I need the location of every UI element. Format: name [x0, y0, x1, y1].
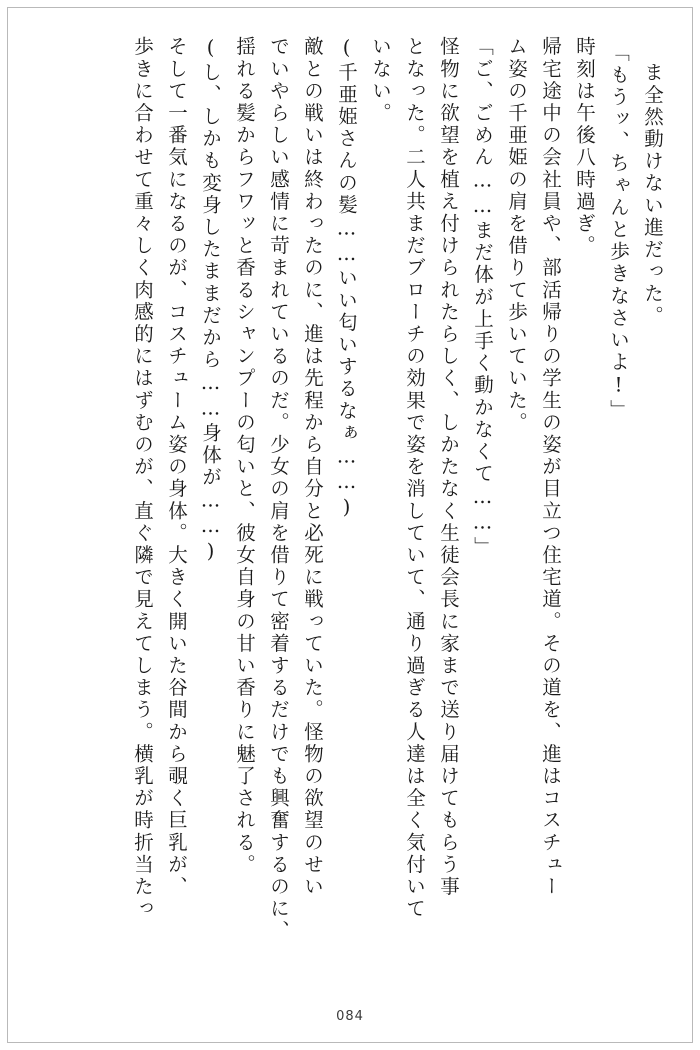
- text-line: (し、しかも変身したままだから……身体が……): [199, 36, 222, 566]
- text-line: 揺れる髪からフワッと香るシャンプーの匂いと、彼女自身の甘い香りに魅了される。: [233, 36, 256, 876]
- text-line: 敵との戦いは終わったのに、進は先程から自分と必死に戦っていた。怪物の欲望のせい: [301, 36, 324, 898]
- text-line: 帰宅途中の会社員や、部活帰りの学生の姿が目立つ住宅道。その道を、進はコスチュー: [539, 36, 562, 898]
- text-line: ま全然動けない進だった。: [641, 62, 664, 328]
- text-line: そして一番気になるのが、コスチューム姿の身体。大きく開いた谷間から覗く巨乳が、: [165, 36, 188, 898]
- text-line: 歩きに合わせて重々しく肉感的にはずむのが、直ぐ隣で見えてしまう。横乳が時折当たっ: [131, 36, 154, 920]
- text-line: いない。: [369, 36, 392, 125]
- text-line: となった。二人共まだブローチの効果で姿を消していて、通り過ぎる人達は全く気付いて: [403, 36, 426, 920]
- text-line: 怪物に欲望を植え付けられたらしく、しかたなく生徒会長に家まで送り届けてもらう事: [437, 36, 460, 898]
- text-line: 「もうッ、ちゃんと歩きなさいよ!」: [607, 42, 630, 422]
- text-line: でいやらしい感情に苛まれているのだ。少女の肩を借りて密着するだけでも興奮するのに、: [267, 36, 290, 943]
- text-line: 「ご、ごめん……まだ体が上手く動かなくて……」: [471, 36, 494, 559]
- text-line: ム姿の千亜姫の肩を借りて歩いていた。: [505, 36, 528, 434]
- text-line: (千亜姫さんの髪……いい匂いするなぁ……): [335, 36, 358, 522]
- text-line: 時刻は午後八時過ぎ。: [573, 36, 596, 257]
- page-number: 084: [336, 1009, 364, 1024]
- vertical-text-block: [38, 36, 662, 986]
